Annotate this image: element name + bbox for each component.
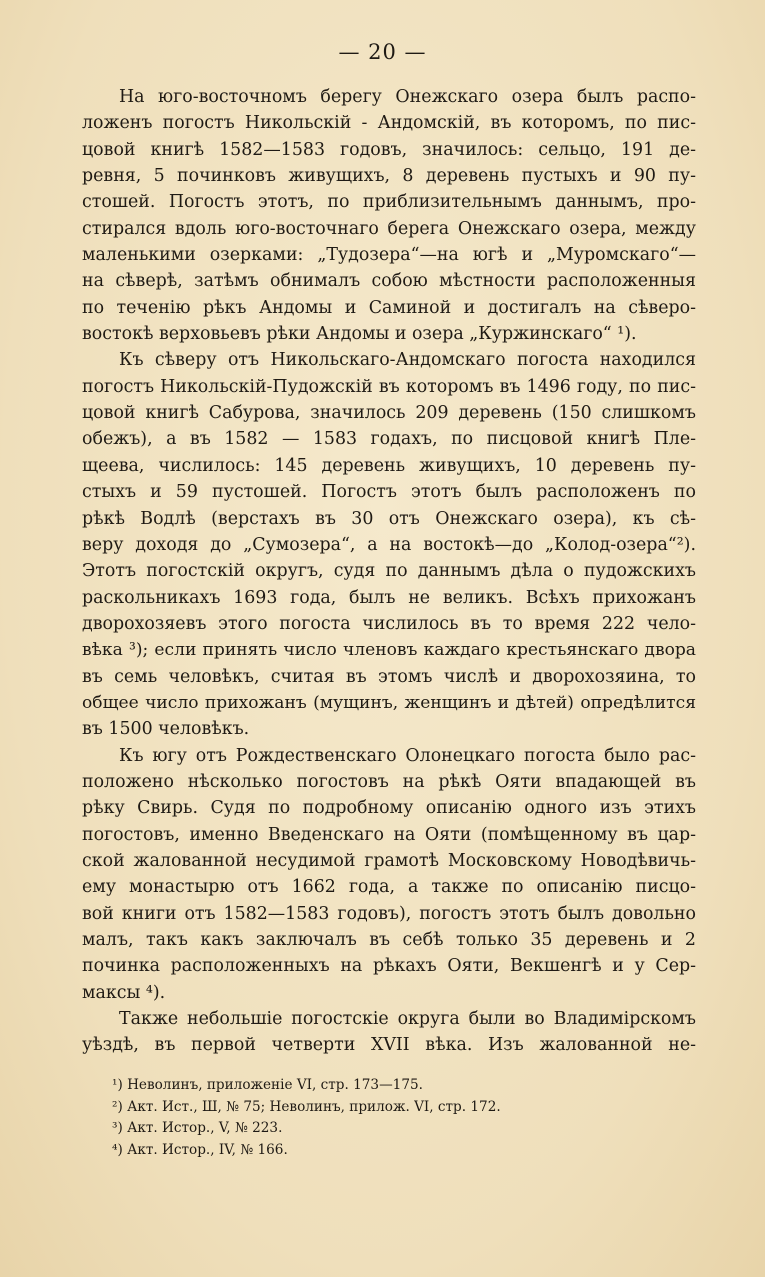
text-line: на сѣверѣ, затѣмъ обнималъ собою мѣстности расположенныя: [82, 271, 696, 292]
text-line: погостъ Никольскій-Пудожскій въ которомъ въ 1496 году, по пис-: [82, 376, 696, 397]
text-line: максы ⁴).: [82, 982, 166, 1003]
text-line: ской жалованной несудимой грамотѣ Московскому Новодѣвичь-: [82, 850, 696, 871]
text-line: стыхъ и 59 пустошей. Погостъ этотъ былъ расположенъ по: [82, 482, 696, 503]
text-line: Къ сѣверу отъ Никольскаго-Андомскаго погоста находился: [119, 350, 696, 371]
text-line: положено нѣсколько погостовъ на рѣкѣ Ояти впадающей въ: [82, 771, 696, 792]
text-line: цовой книгѣ 1582—1583 годовъ, значилось: сельцо, 191 де-: [82, 139, 696, 160]
text-line: погостовъ, именно Введенскаго на Ояти (помѣщенному въ цар-: [82, 824, 696, 845]
text-line: стирался вдоль юго-восточнаго берега Онежскаго озера, между: [82, 218, 696, 239]
text-line: рѣку Свирь. Судя по подробному описанію одного изъ этихъ: [82, 798, 696, 819]
footnotes: [112, 1075, 712, 1161]
text-line: уѣздѣ, въ первой четверти XVII вѣка. Изъ жалованной не-: [82, 1035, 696, 1056]
text-line: ревня, 5 починковъ живущихъ, 8 деревень пустыхъ и 90 пу-: [82, 166, 696, 187]
text-line: Также небольшіе погостскіе округа были во Владимірскомъ: [119, 1009, 696, 1030]
footnote: ²) Акт. Ист., Ш, № 75; Неволинъ, прилож. VI, стр. 172.: [112, 1098, 501, 1115]
text-line: ложенъ погостъ Никольскій - Андомскій, въ которомъ, по пис-: [82, 113, 696, 134]
text-line: востокѣ верховьевъ рѣки Андомы и озера „Куржинскаго“ ¹).: [82, 324, 637, 345]
text-line: щеева, числилось: 145 деревень живущихъ, 10 деревень пу-: [82, 455, 696, 476]
text-line: Къ югу отъ Рождественскаго Олонецкаго погоста было рас-: [119, 745, 696, 766]
text-line: стошей. Погостъ этотъ, по приблизительнымъ даннымъ, про-: [82, 192, 696, 213]
text-line: въ 1500 человѣкъ.: [82, 719, 250, 740]
text-line: рѣкѣ Водлѣ (верстахъ въ 30 отъ Онежскаго озера), къ сѣ-: [82, 508, 696, 529]
text-line: Этотъ погостскій округъ, судя по даннымъ дѣла о пудожскихъ: [82, 561, 696, 582]
text-line: дворохозяевъ этого погоста числилось въ то время 222 чело-: [82, 613, 696, 634]
page-number: — 20 —: [338, 40, 427, 64]
text-line: вой книги отъ 1582—1583 годовъ), погостъ этотъ былъ довольно: [82, 903, 696, 924]
text-line: малъ, такъ какъ заключалъ въ себѣ только 35 деревень и 2: [82, 930, 696, 950]
footnote: ⁴) Акт. Истор., IV, № 166.: [112, 1141, 288, 1158]
text-line: въ семь человѣкъ, считая въ этомъ числѣ и дворохозяина, то: [82, 666, 696, 687]
text-line: починка расположенныхъ на рѣкахъ Ояти, Векшенгѣ и у Сер-: [82, 956, 696, 977]
text-line: по теченію рѣкъ Андомы и Саминой и достигалъ на сѣверо-: [82, 297, 696, 318]
text-line: вѣка ³); если принять число членовъ каждаго крестьянскаго двора: [82, 640, 696, 661]
footnote: ³) Акт. Истор., V, № 223.: [112, 1120, 283, 1137]
footnote: ¹) Неволинъ, приложеніе VI, стр. 173—175.: [112, 1077, 423, 1093]
text-line: ему монастырю отъ 1662 года, а также по описанію писцо-: [82, 877, 696, 898]
text-line: обежъ), а въ 1582 — 1583 годахъ, по писцовой книгѣ Пле-: [82, 429, 696, 450]
body-text: [82, 84, 696, 1059]
text-line: На юго-восточномъ берегу Онежскаго озера былъ распо-: [119, 87, 696, 107]
text-line: цовой книгѣ Сабурова, значилось 209 деревень (150 слишкомъ: [82, 403, 696, 424]
text-line: раскольникахъ 1693 года, былъ не великъ. Всѣхъ прихожанъ: [82, 587, 696, 608]
text-line: общее число прихожанъ (мущинъ, женщинъ и дѣтей) опредѣлится: [82, 692, 696, 713]
text-line: маленькими озерками: „Тудозера“—на югѣ и „Муромскаго“—: [82, 245, 696, 266]
text-line: веру доходя до „Сумозера“, а на востокѣ—до „Колод-озера“²).: [82, 534, 696, 555]
